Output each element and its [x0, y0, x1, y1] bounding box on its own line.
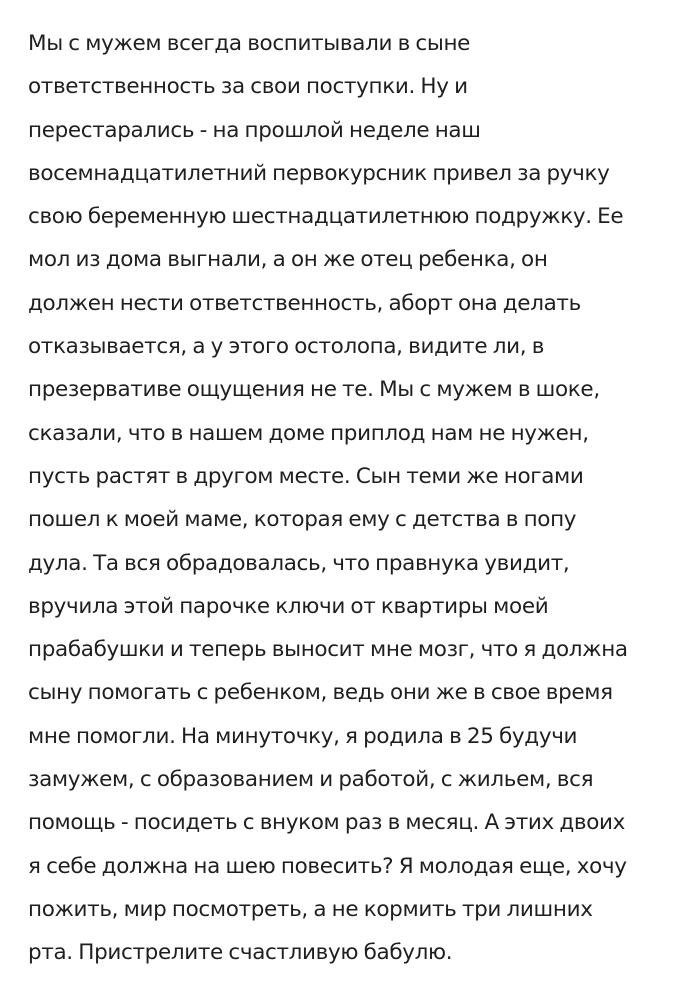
text-line-14: вручила этой парочке ключи от квартиры моей	[28, 593, 549, 619]
text-line-5: свою беременную шестнадцатилетнюю подружку. Ее	[28, 204, 624, 230]
text-line-7: должен нести ответственность, аборт она делать	[28, 290, 581, 316]
text-line-22: рта. Пристрелите счастливую бабулю.	[28, 940, 453, 966]
text-line-4: восемнадцатилетний первокурсник привел за ручку	[28, 160, 610, 186]
text-line-3: перестарались - на прошлой неделе наш	[28, 117, 481, 143]
text-line-17: мне помогли. На минуточку, я родила в 25 будучи	[28, 723, 578, 749]
text-line-1: Мы с мужем всегда воспитывали в сыне	[28, 31, 471, 56]
post-text	[28, 22, 693, 975]
text-line-2: ответственность за свои поступки. Ну и	[28, 74, 468, 100]
text-line-12: пошел к моей маме, которая ему с детства в попу	[28, 507, 577, 533]
text-line-9: презервативе ощущения не те. Мы с мужем в шоке,	[28, 377, 600, 403]
text-line-16: сыну помогать с ребенком, ведь они же в свое время	[28, 680, 613, 706]
text-line-20: я себе должна на шею повесить? Я молодая еще, хочу	[28, 853, 627, 879]
text-line-11: пусть растят в другом месте. Сын теми же ногами	[28, 463, 584, 489]
text-line-6: мол из дома выгнали, а он же отец ребенка, он	[28, 247, 548, 273]
text-line-15: прабабушки и теперь выносит мне мозг, что я должна	[28, 637, 628, 663]
text-line-21: пожить, мир посмотреть, а не кормить три лишних	[28, 896, 593, 922]
text-line-10: сказали, что в нашем доме приплод нам не нужен,	[28, 420, 589, 446]
text-line-8: отказывается, а у этого остолопа, видите ли, в	[28, 334, 545, 360]
text-line-19: помощь - посидеть с внуком раз в месяц. А этих двоих	[28, 810, 626, 836]
text-line-18: замужем, с образованием и работой, с жильем, вся	[28, 767, 594, 793]
text-line-13: дула. Та вся обрадовалась, что правнука увидит,	[28, 550, 570, 576]
